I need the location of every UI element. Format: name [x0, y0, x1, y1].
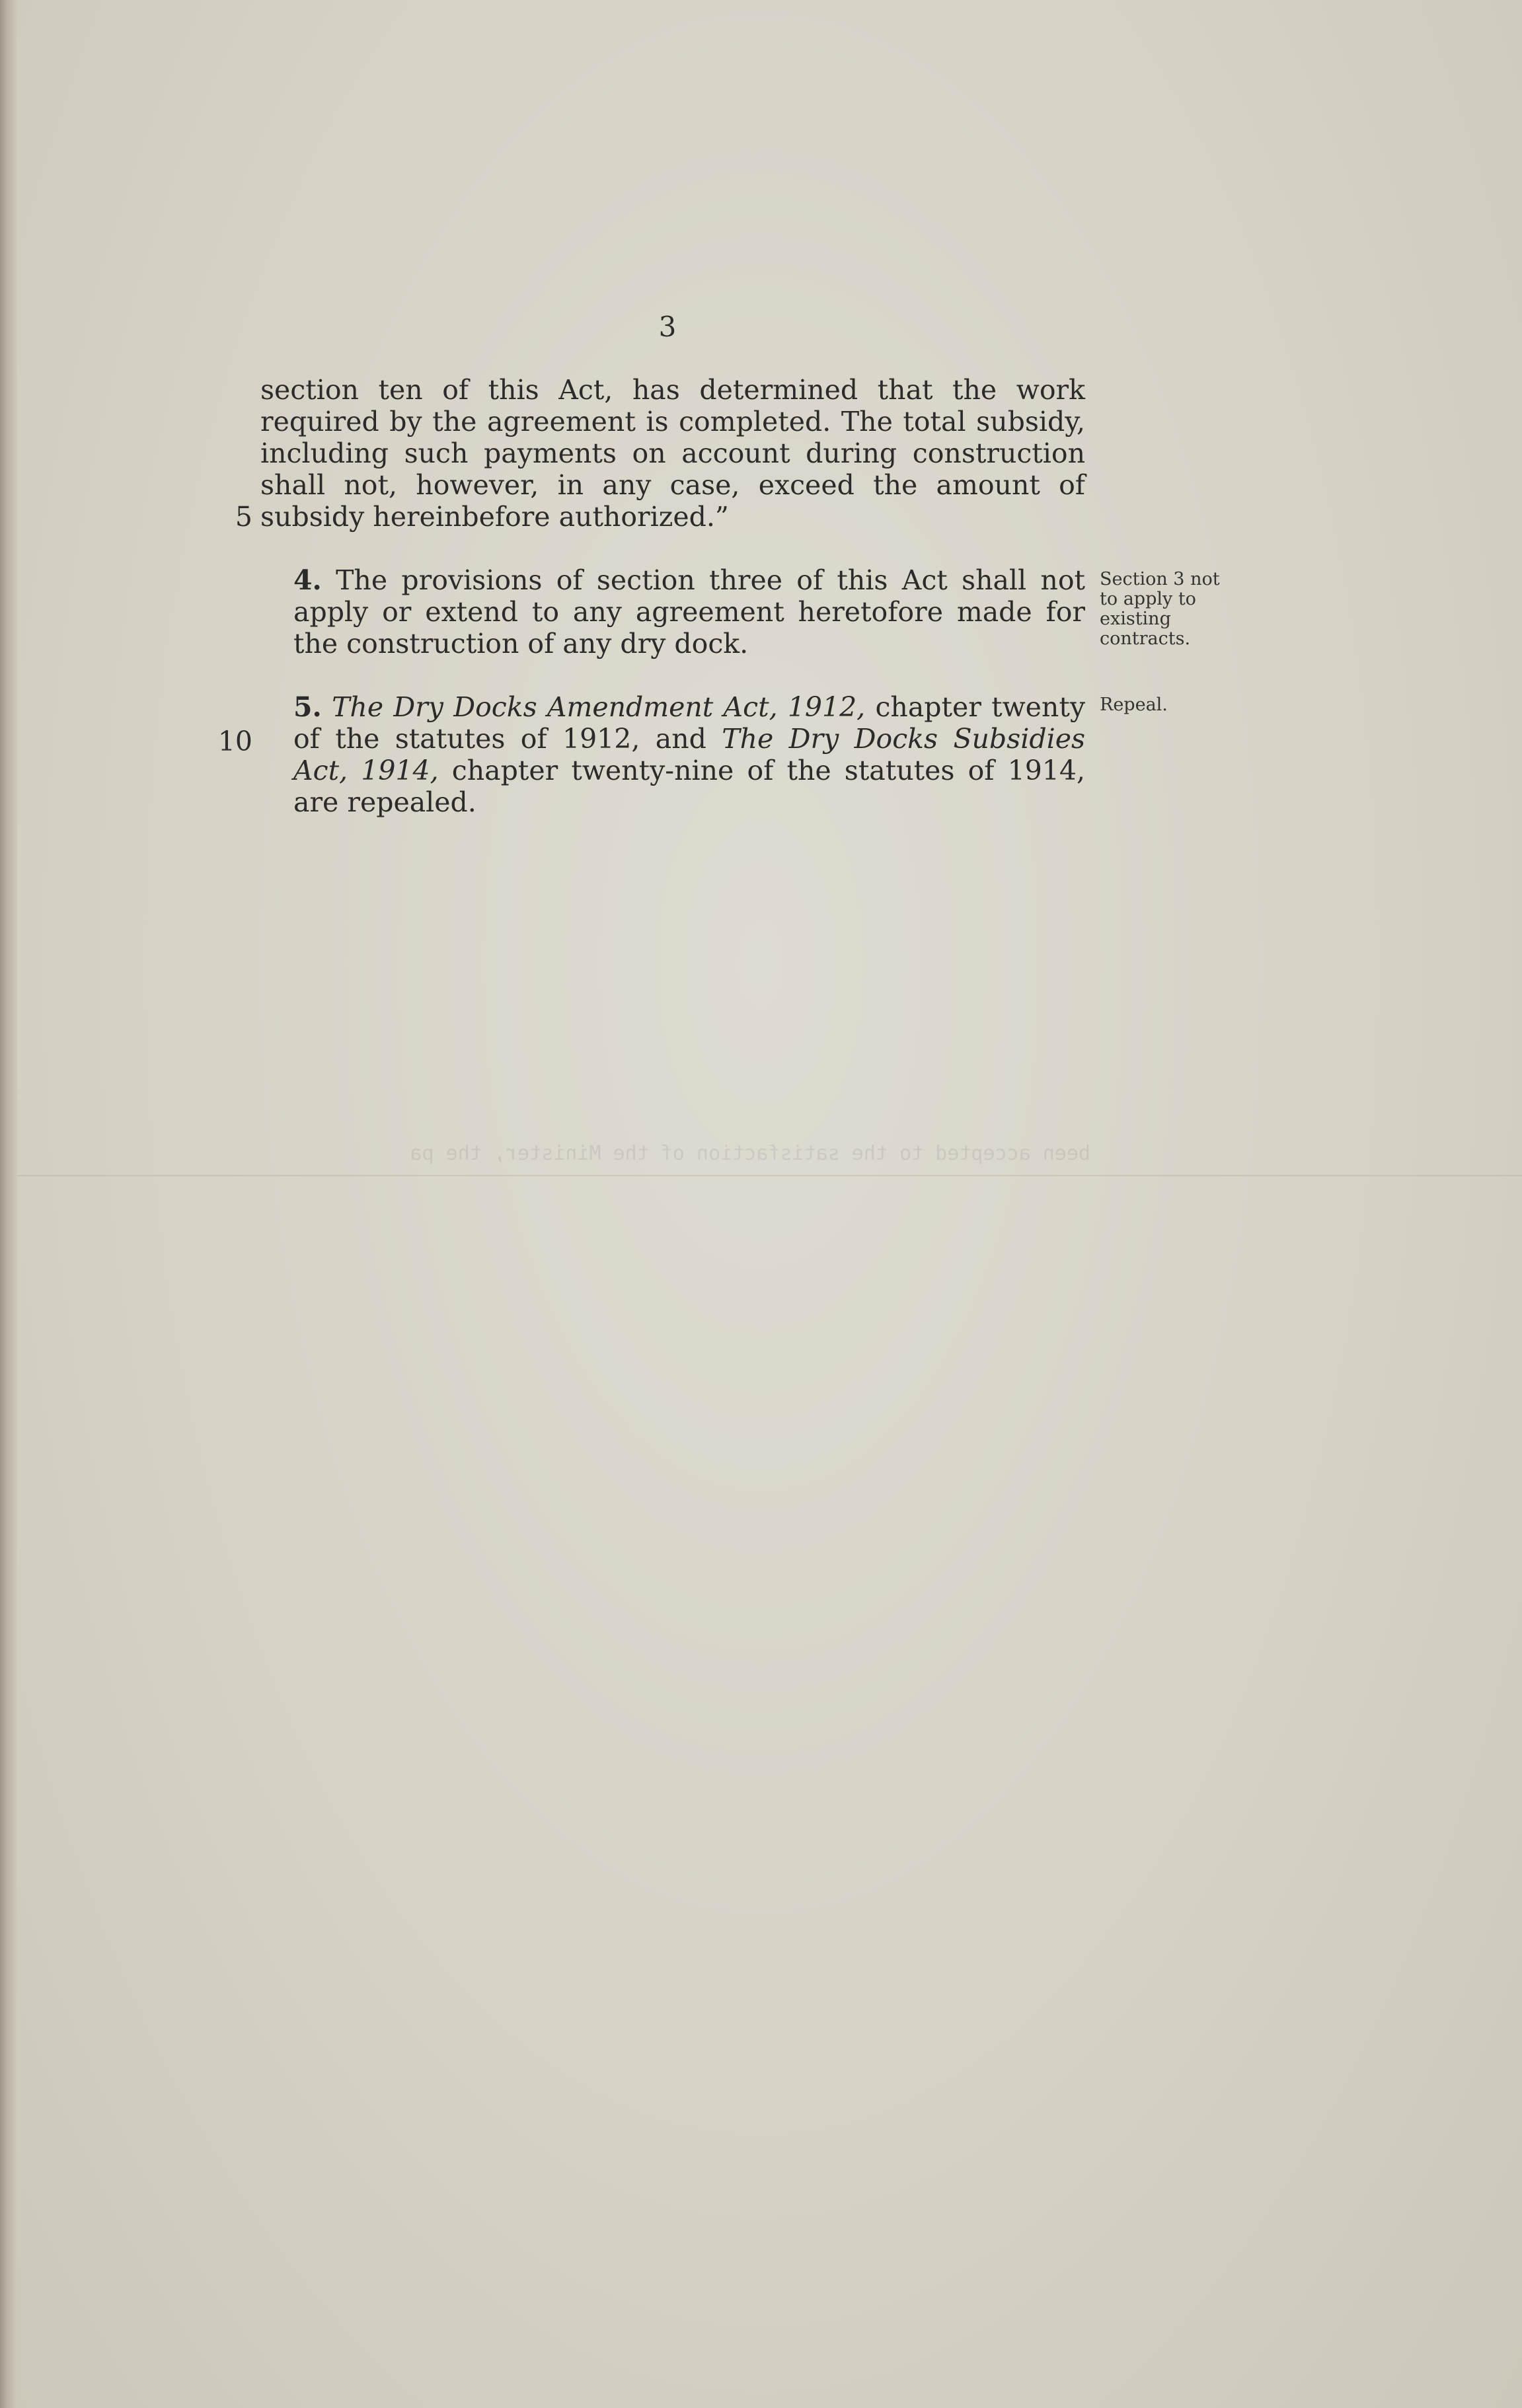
bleed-through-text: been accepted to the satisfaction of the Minister, the pa	[410, 1142, 1090, 1165]
page-fold	[17, 1175, 1522, 1176]
section-4-text: The provisions of section three of this Act shall not apply or extend to any agreement heretofore made for the construction of any dry dock.	[293, 564, 1085, 659]
page-number: 3	[658, 311, 677, 343]
section-5-text: chapter twenty-nine of the statutes of 1914, are repealed.	[293, 755, 1085, 818]
act-title: The Dry Docks Subsidies Act, 1914,	[293, 723, 1085, 786]
page-binding-edge	[0, 0, 17, 2408]
body-text	[260, 374, 1085, 818]
section-number: 5.	[293, 691, 322, 723]
marginal-note-section-5: Repeal.	[1100, 695, 1168, 715]
line-number-10: 10	[217, 726, 252, 757]
section-number: 4.	[293, 564, 322, 596]
section-5-text: chapter twenty of the statutes of 1912, and	[293, 691, 1085, 755]
section-5-paragraph	[260, 691, 1085, 818]
paragraph-continuation: section ten of this Act, has determined that the work required by the agreement is completed. The total subsidy, including such payments on account during construction shall not, however, in any case, exceed the amount of subsidy hereinbefore authorized.”	[260, 374, 1085, 533]
act-title: The Dry Docks Amendment Act, 1912,	[332, 691, 866, 723]
marginal-note-section-4: Section 3 not to apply to existing contracts.	[1100, 569, 1220, 649]
line-number-5: 5	[235, 501, 252, 533]
section-4-paragraph	[260, 564, 1085, 659]
